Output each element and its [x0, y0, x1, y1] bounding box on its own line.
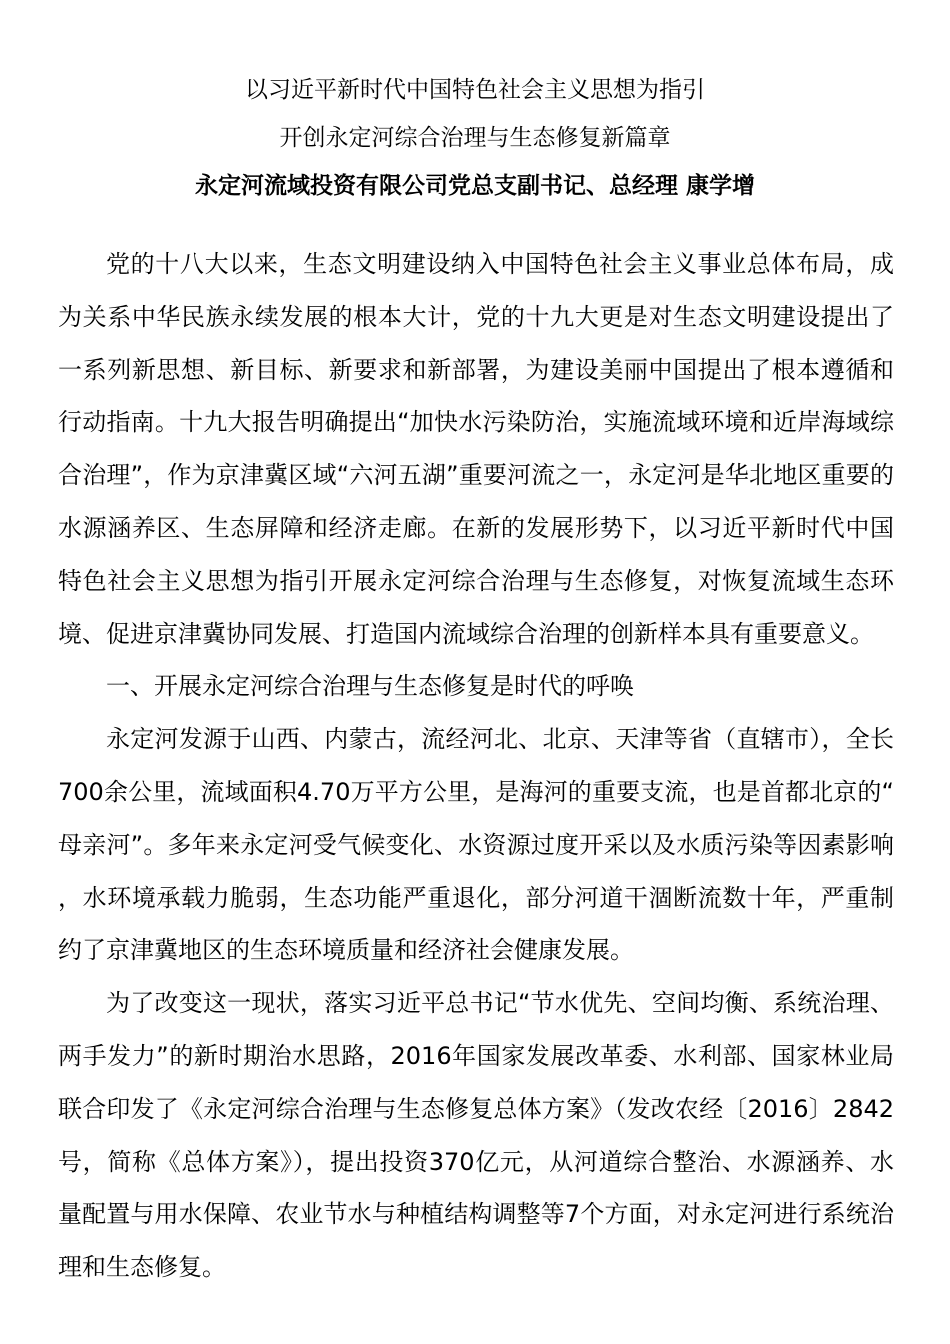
title-block [0, 66, 950, 210]
body-paragraph: 为了改变这一现状，落实习近平总书记“节水优先、空间均衡、系统治理、两手发力”的新时期治水思路，2016年国家发展改革委、水利部、国家林业局联合印发了《永定河综合治理与生态修复总体方案》（发改农经〔2016〕2842号，简称《总体方案》），提出投资370亿元，从河道综合整治、水源涵养、水量配置与用水保障、农业节水与种植结构调整等7个方面，对永定河进行系统治理和生态修复。 [58, 989, 894, 1282]
document-body [58, 238, 894, 1294]
author-line: 永定河流域投资有限公司党总支副书记、总经理 康学增 [194, 173, 755, 199]
document-title-line-2: 开创永定河综合治理与生态修复新篇章 [279, 125, 671, 151]
section-heading: 一、开展永定河综合治理与生态修复是时代的呼唤 [106, 672, 634, 701]
body-paragraph: 永定河发源于山西、内蒙古，流经河北、北京、天津等省（直辖市），全长700余公里，流域面积4.70万平方公里，是海河的重要支流，也是首都北京的“母亲河”。多年来永定河受气候变化、水资源过度开采以及水质污染等因素影响，水环境承载力脆弱，生态功能严重退化，部分河道干涸断流数十年，严重制约了京津冀地区的生态环境质量和经济社会健康发展。 [58, 725, 894, 965]
document-title-line-1: 以习近平新时代中国特色社会主义思想为指引 [245, 77, 705, 103]
intro-paragraph: 党的十八大以来，生态文明建设纳入中国特色社会主义事业总体布局，成为关系中华民族永续发展的根本大计，党的十九大更是对生态文明建设提出了一系列新思想、新目标、新要求和新部署，为建设美丽中国提出了根本遵循和行动指南。十九大报告明确提出“加快水污染防治，实施流域环境和近岸海域综合治理”，作为京津冀区域“六河五湖”重要河流之一，永定河是华北地区重要的水源涵养区、生态屏障和经济走廊。在新的发展形势下，以习近平新时代中国特色社会主义思想为指引开展永定河综合治理与生态修复，对恢复流域生态环境、促进京津冀协同发展、打造国内流域综合治理的创新样本具有重要意义。 [58, 250, 894, 648]
